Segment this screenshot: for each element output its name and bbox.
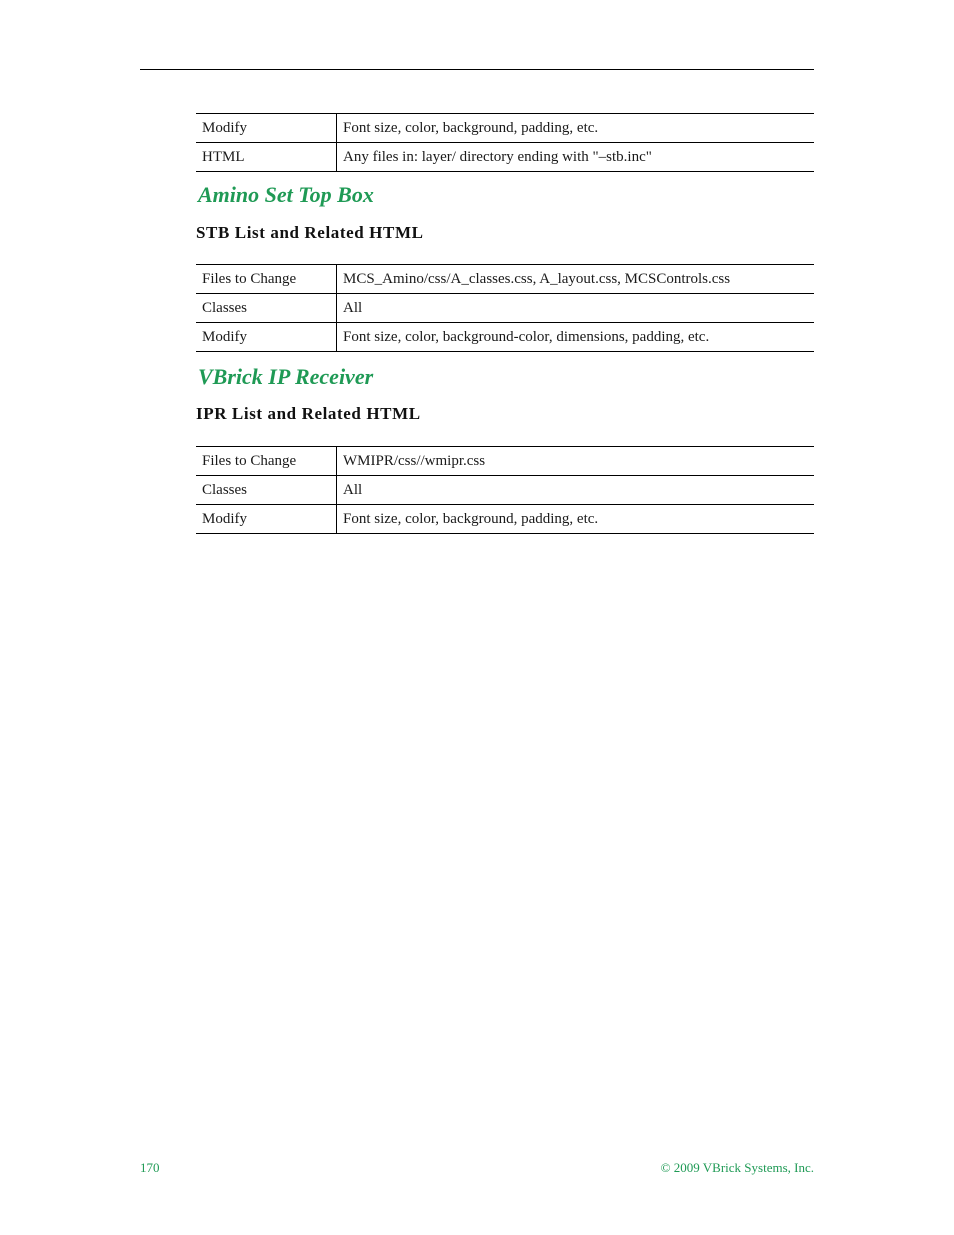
table-row (196, 294, 814, 323)
row-label: Modify (196, 323, 337, 352)
subtitle-stb-list: STB List and Related HTML (196, 223, 424, 242)
section-title-vbrick: VBrick IP Receiver (198, 364, 374, 389)
row-label: Modify (196, 505, 337, 534)
row-label: Files to Change (196, 447, 337, 476)
row-value: All (337, 294, 815, 323)
subtitle-ipr-list: IPR List and Related HTML (196, 404, 421, 423)
row-value: Font size, color, background-color, dimensions, padding, etc. (337, 323, 815, 352)
row-label: Classes (196, 294, 337, 323)
table-row (196, 476, 814, 505)
section-title-amino: Amino Set Top Box (198, 182, 374, 207)
row-label: Files to Change (196, 265, 337, 294)
row-value: Any files in: layer/ directory ending with "–stb.inc" (337, 143, 815, 172)
row-value: All (337, 476, 815, 505)
table-row (196, 323, 814, 352)
table-row (196, 447, 814, 476)
row-label: Classes (196, 476, 337, 505)
row-value: Font size, color, background, padding, etc. (337, 114, 815, 143)
table-row (196, 505, 814, 534)
row-label: Modify (196, 114, 337, 143)
table-vbrick (196, 446, 814, 534)
row-label: HTML (196, 143, 337, 172)
page-number: 170 (140, 1160, 160, 1175)
row-value: WMIPR/css//wmipr.css (337, 447, 815, 476)
header-rule (140, 69, 814, 70)
table-amino (196, 264, 814, 352)
table-row (196, 143, 814, 172)
copyright-notice: © 2009 VBrick Systems, Inc. (660, 1160, 814, 1175)
row-value: Font size, color, background, padding, etc. (337, 505, 815, 534)
table-row (196, 265, 814, 294)
table-top (196, 113, 814, 172)
row-value: MCS_Amino/css/A_classes.css, A_layout.css, MCSControls.css (337, 265, 815, 294)
table-row (196, 114, 814, 143)
